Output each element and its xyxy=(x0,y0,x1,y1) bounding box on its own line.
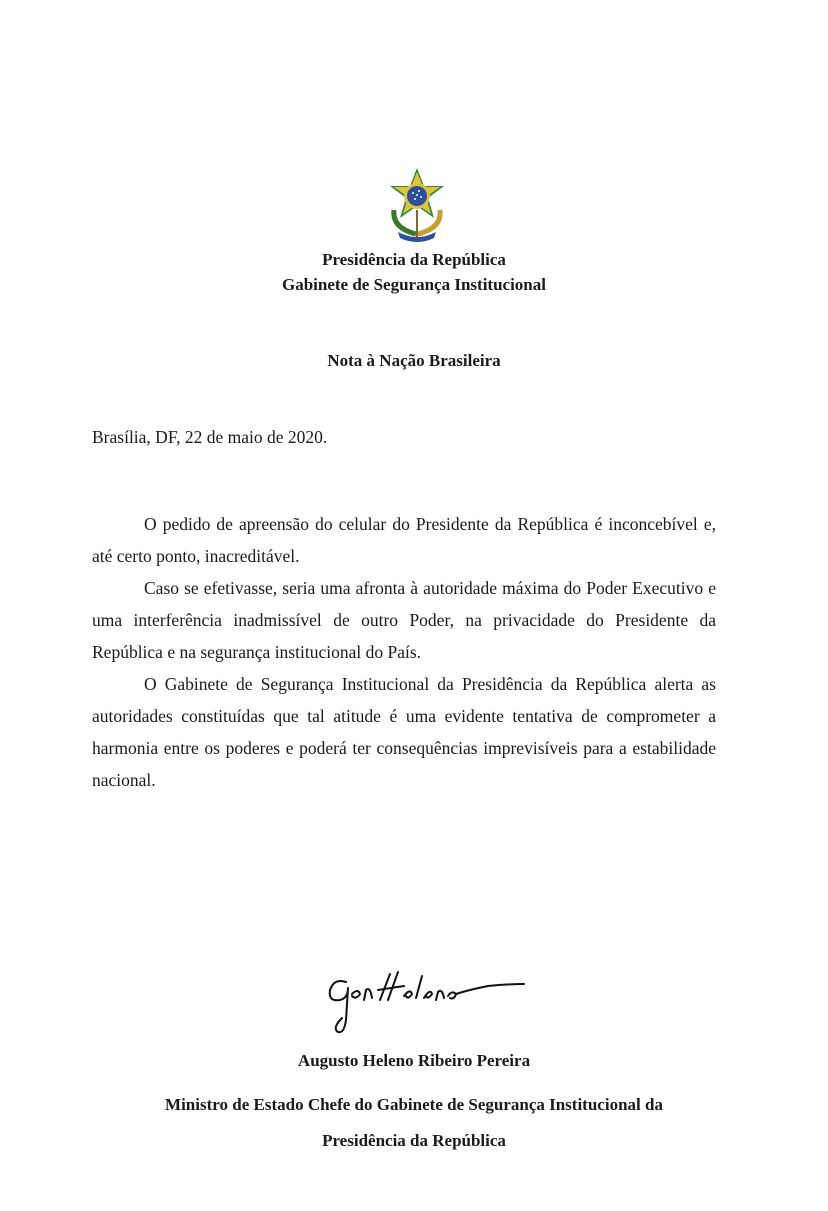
date-line: Brasília, DF, 22 de maio de 2020. xyxy=(92,427,328,447)
handwritten-signature xyxy=(318,960,538,1040)
note-body xyxy=(92,508,716,796)
signatory-role-line: Ministro de Estado Chefe do Gabinete de Segurança Institucional da xyxy=(165,1095,663,1114)
header-department: Gabinete de Segurança Institucional xyxy=(282,275,546,294)
paragraph: O pedido de apreensão do celular do Presidente da República é inconcebível e, até certo ponto, inacreditável. xyxy=(92,514,716,566)
signatory-role-line: Presidência da República xyxy=(322,1131,506,1150)
header-institution: Presidência da República xyxy=(322,250,506,269)
signatory-role xyxy=(80,1087,748,1159)
paragraph: O Gabinete de Segurança Institucional da Presidência da República alerta as autoridades constituídas que tal atitude é uma evidente tentativa de comprometer a harmonia entre os poderes e poderá ter consequências imprevisíveis para a estabilidade nacional. xyxy=(92,674,716,790)
coat-of-arms-icon xyxy=(386,166,448,244)
signatory-name: Augusto Heleno Ribeiro Pereira xyxy=(297,1051,531,1070)
note-title: Nota à Nação Brasileira xyxy=(327,351,501,370)
paragraph: Caso se efetivasse, seria uma afronta à autoridade máxima do Poder Executivo e uma interferência inadmissível de outro Poder, na privacidade do Presidente da República e na segurança institucional do País. xyxy=(92,578,716,662)
